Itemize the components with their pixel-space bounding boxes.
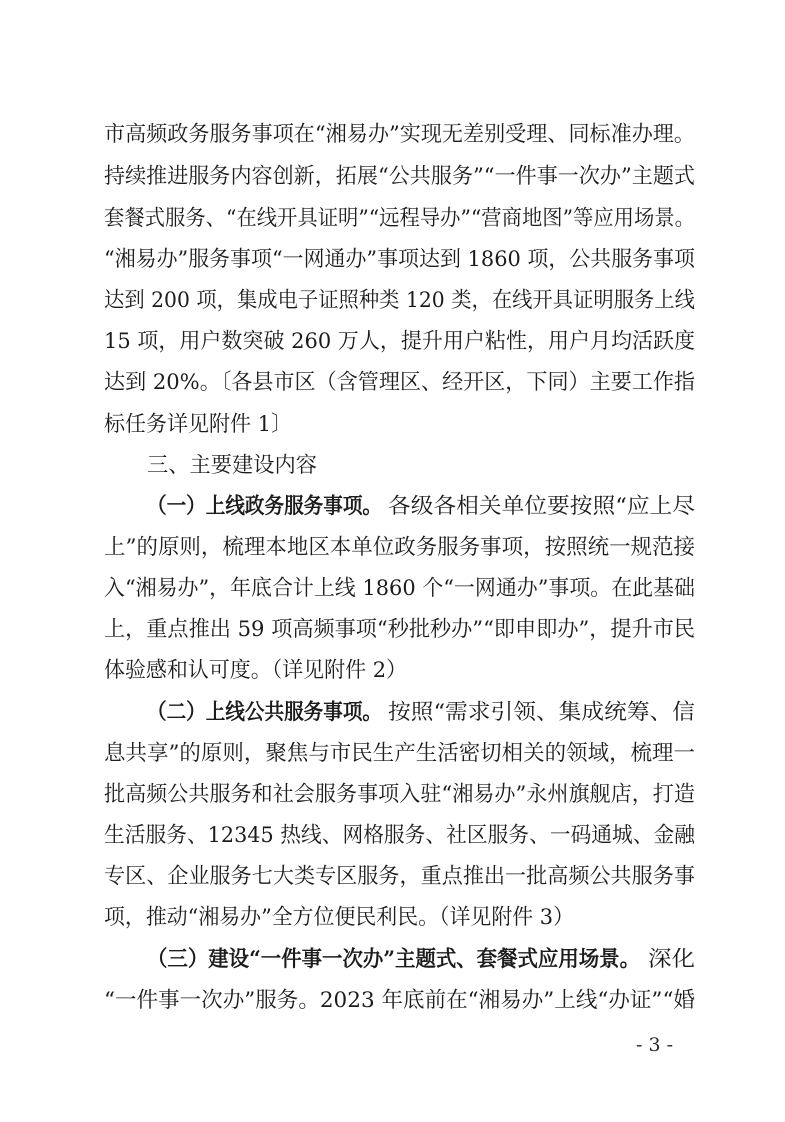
body-line bbox=[0, 734, 785, 774]
text-run: 达到 200 项，集成电子证照种类 120 类，在线开具证明服务上线 bbox=[104, 288, 695, 313]
body-line bbox=[0, 816, 785, 856]
text-run: 深化 bbox=[648, 947, 695, 972]
text-run: 专区、企业服务七大类专区服务，重点推出一批高频公共服务事 bbox=[104, 864, 695, 889]
subsection-line bbox=[0, 487, 785, 527]
subsection-title: （三）建设“一件事一次办”主题式、套餐式应用场景。 bbox=[147, 947, 640, 972]
body-line bbox=[0, 857, 785, 897]
text-run: 入“湘易办”，年底合计上线 1860 个“一网通办”事项。在此基础 bbox=[104, 576, 695, 601]
text-run: 标任务详见附件 1〕 bbox=[104, 412, 292, 437]
body-line bbox=[0, 775, 785, 815]
section-heading bbox=[0, 446, 785, 486]
body-line bbox=[0, 115, 785, 155]
page-number: - 3 - bbox=[636, 1034, 674, 1056]
body-line bbox=[0, 322, 785, 362]
subsection-line bbox=[0, 693, 785, 733]
text-run: 批高频公共服务和社会服务事项入驻“湘易办”永州旗舰店，打造 bbox=[104, 782, 695, 807]
text-run: 达到 20%。〔各县市区（含管理区、经开区，下同）主要工作指 bbox=[104, 370, 695, 395]
body-line bbox=[0, 240, 785, 280]
text-run: 息共享”的原则，聚焦与市民生产生活密切相关的领域，梳理一 bbox=[104, 741, 695, 766]
text-run: 市高频政务服务事项在“湘易办”实现无差别受理、同标准办理。 bbox=[104, 122, 695, 147]
text-run: 上”的原则，梳理本地区本单位政务服务事项，按照统一规范接 bbox=[104, 535, 695, 560]
body-line bbox=[0, 363, 785, 403]
body-line bbox=[0, 528, 785, 568]
text-run: 各级各相关单位要按照“应上尽 bbox=[388, 494, 695, 519]
heading-text: 三、主要建设内容 bbox=[147, 453, 317, 478]
text-run: 套餐式服务、“在线开具证明”“远程导办”“营商地图”等应用场景。 bbox=[104, 206, 695, 231]
body-line bbox=[0, 898, 785, 938]
body-line bbox=[0, 610, 785, 650]
text-run: 上，重点推出 59 项高频事项“秒批秒办”“即申即办”，提升市民 bbox=[104, 617, 695, 642]
body-line bbox=[0, 981, 785, 1021]
text-run: 持续推进服务内容创新，拓展“公共服务”“一件事一次办”主题式 bbox=[104, 164, 695, 189]
body-line bbox=[0, 405, 785, 445]
text-run: 项，推动“湘易办”全方位便民利民。（详见附件 3） bbox=[104, 905, 574, 930]
text-run: “一件事一次办”服务。2023 年底前在“湘易办”上线“办证”“婚 bbox=[104, 988, 695, 1013]
body-line bbox=[0, 281, 785, 321]
subsection-title: （一）上线政务服务事项。 bbox=[147, 494, 382, 519]
body-line bbox=[0, 157, 785, 197]
body-line bbox=[0, 199, 785, 239]
text-run: “湘易办”服务事项“一网通办”事项达到 1860 项，公共服务事项 bbox=[104, 247, 695, 272]
body-line bbox=[0, 651, 785, 691]
text-run: 按照“需求引领、集成统筹、信 bbox=[388, 700, 695, 725]
text-run: 15 项，用户数突破 260 万人，提升用户粘性，用户月均活跃度 bbox=[104, 329, 695, 354]
subsection-title: （二）上线公共服务事项。 bbox=[147, 700, 382, 725]
text-run: 体验感和认可度。（详见附件 2） bbox=[104, 658, 407, 683]
body-line bbox=[0, 569, 785, 609]
subsection-line bbox=[0, 940, 785, 980]
text-run: 生活服务、12345 热线、网格服务、社区服务、一码通城、金融 bbox=[104, 823, 695, 848]
